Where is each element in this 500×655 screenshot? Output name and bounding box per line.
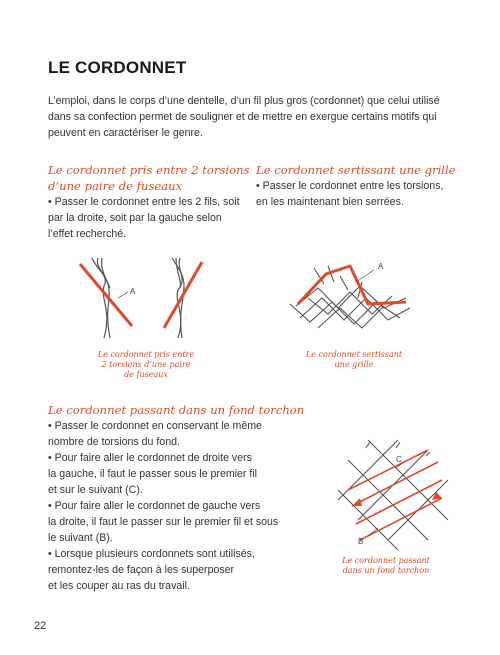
page-title: LE CORDONNET bbox=[48, 58, 187, 77]
section-grille-heading: Le cordonnet sertissant une grille bbox=[256, 163, 456, 177]
label-a-grille: A bbox=[378, 262, 384, 271]
torchon-line: • Passer le cordonnet en conservant le même bbox=[48, 420, 262, 432]
cordonnet-thread-left bbox=[80, 264, 132, 326]
section-grille-text-2: en les maintenant bien serrées. bbox=[256, 196, 404, 208]
section-torsions-heading-1: Le cordonnet pris entre 2 torsions bbox=[48, 163, 250, 177]
caption-grille bbox=[296, 350, 412, 370]
torchon-line: • Lorsque plusieurs cordonnets sont utilisés, bbox=[48, 548, 255, 560]
pointer-line-a-grille bbox=[356, 270, 374, 282]
cordonnet-thread-right bbox=[164, 262, 202, 328]
torchon-line: et les couper au ras du travail. bbox=[48, 580, 190, 592]
arrow-head-left bbox=[352, 498, 362, 506]
caption-torchon-1: Le cordonnet passant bbox=[342, 556, 430, 565]
section-torsions-text-1: • Passer le cordonnet entre les 2 fils, soit bbox=[48, 196, 240, 208]
pointer-line-a bbox=[118, 292, 128, 298]
caption-torsions bbox=[86, 350, 206, 380]
caption-torchon-2: dans un fond torchon bbox=[342, 566, 430, 575]
caption-torsions-3: de fuseaux bbox=[124, 370, 168, 379]
section-grille bbox=[256, 162, 466, 210]
torchon-line: nombre de torsions du fond. bbox=[48, 436, 180, 448]
section-torchon bbox=[48, 402, 338, 594]
section-grille-text-1: • Passer le cordonnet entre les torsions, bbox=[256, 180, 444, 192]
section-torsions-text-2: par la droite, soit par la gauche selon bbox=[48, 212, 222, 224]
torsions-illustration bbox=[80, 258, 240, 338]
page-number: 22 bbox=[34, 620, 47, 632]
torchon-grid bbox=[338, 440, 448, 550]
torchon-illustration bbox=[338, 440, 448, 550]
torchon-line: la droite, il faut le passer sur le premier fil et sous bbox=[48, 516, 279, 528]
caption-torsions-2: 2 torsions d’une paire bbox=[101, 360, 191, 369]
label-a-torsions: A bbox=[130, 287, 136, 296]
intro-paragraph: L’emploi, dans le corps d’une dentelle, d’un fil plus gros (cordonnet) que celui utilisé dans sa confection permet de souligner et de mettre en exergue certains motifs qui peuvent en caractériser le genre. bbox=[48, 95, 440, 139]
torchon-line: • Pour faire aller le cordonnet de gauche vers bbox=[48, 500, 261, 512]
torchon-line: et sur le suivant (C). bbox=[48, 484, 143, 496]
section-torchon-heading: Le cordonnet passant dans un fond torchon bbox=[48, 403, 305, 417]
label-c: C bbox=[396, 455, 402, 464]
torchon-line: la gauche, il faut le passer sous le premier fil bbox=[48, 468, 258, 480]
torchon-line: remontez-les de façon à les superposer bbox=[48, 564, 235, 576]
grille-threads bbox=[290, 266, 410, 328]
section-torsions-heading-2: d’une paire de fuseaux bbox=[48, 179, 183, 193]
caption-torsions-1: Le cordonnet pris entre bbox=[97, 350, 195, 359]
torchon-line: • Pour faire aller le cordonnet de droite vers bbox=[48, 452, 252, 464]
label-b: B bbox=[358, 537, 364, 546]
section-torsions bbox=[48, 162, 273, 242]
section-torsions-text-3: l’effet recherché. bbox=[48, 228, 127, 240]
caption-torchon bbox=[326, 556, 446, 576]
grille-illustration bbox=[288, 258, 418, 338]
caption-grille-2: une grille bbox=[334, 360, 374, 369]
caption-grille-1: Le cordonnet sertissant bbox=[305, 350, 403, 359]
torchon-cordonnets bbox=[348, 450, 442, 540]
torchon-line: le suivant (B). bbox=[48, 532, 113, 544]
